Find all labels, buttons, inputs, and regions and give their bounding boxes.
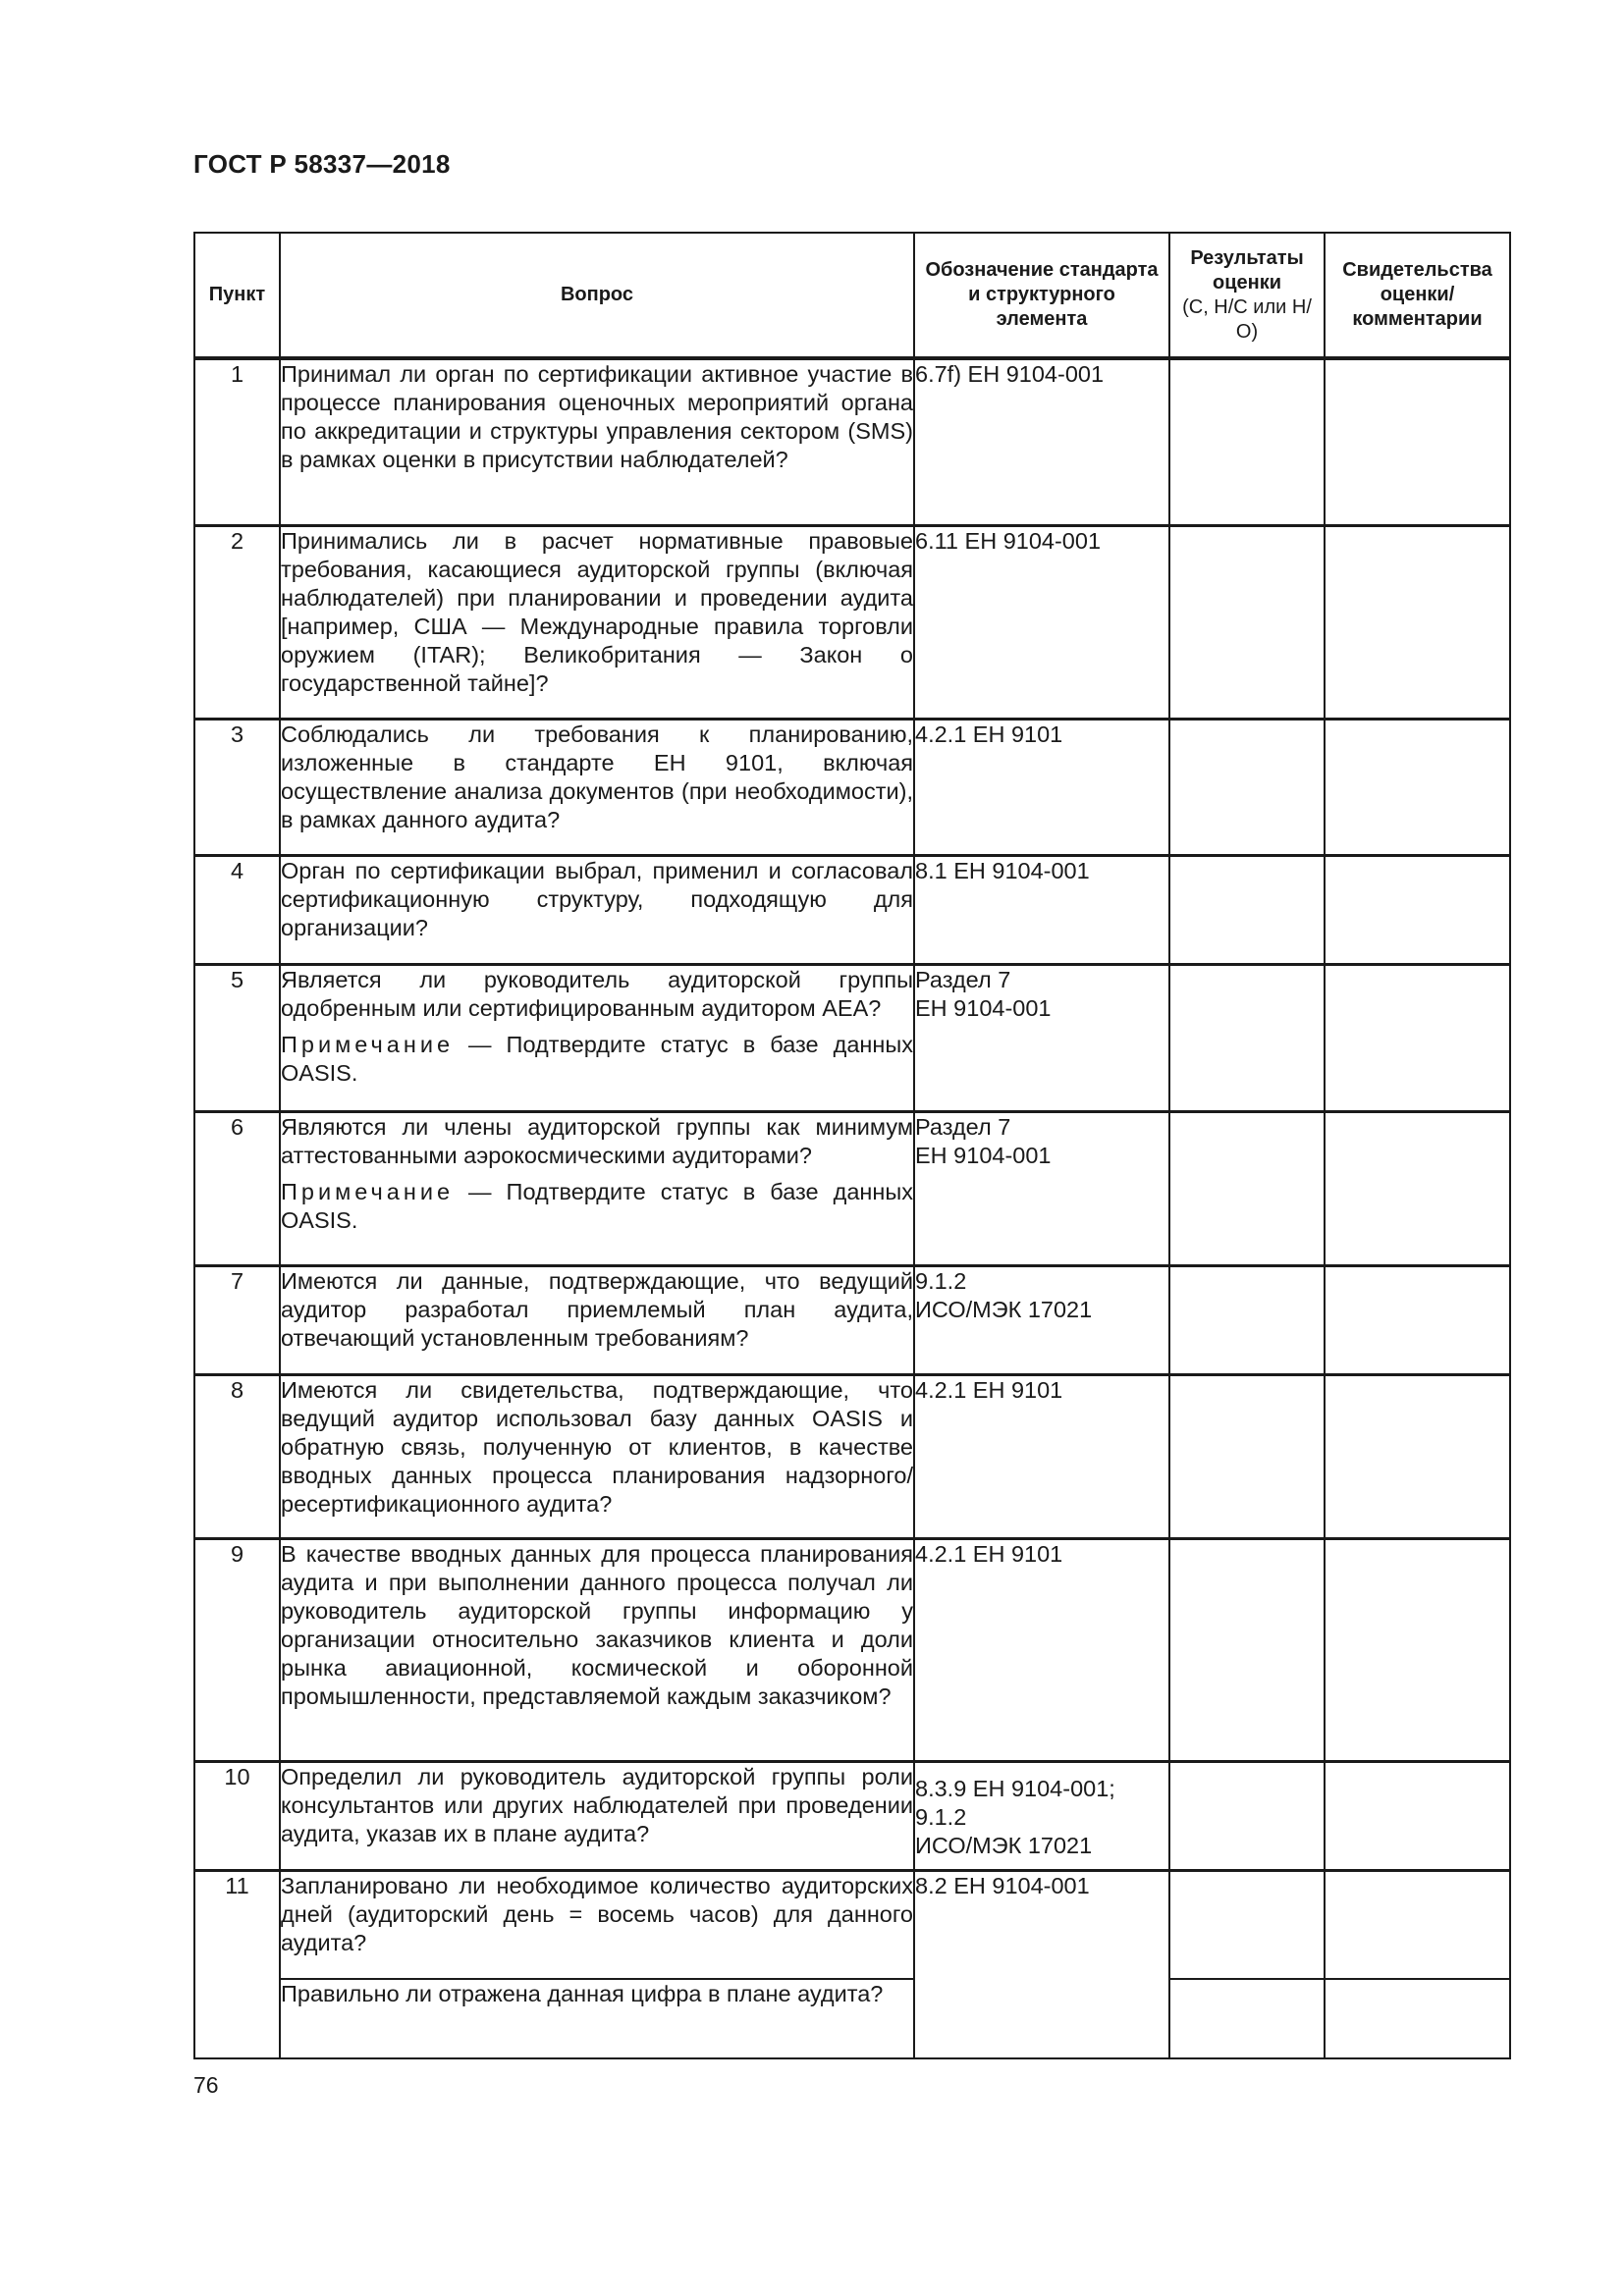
row-question: Являются ли члены аудиторской группы как минимум аттестованными аэрокосмическими аудиторами? Примечание — Подтвердите статус в базе данных OASIS. bbox=[280, 1111, 914, 1265]
row-note bbox=[281, 1178, 913, 1235]
row-result-cell bbox=[1169, 1979, 1325, 2058]
row-reference: Раздел 7 ЕН 9104-001 bbox=[914, 1111, 1169, 1265]
table-row bbox=[194, 1979, 1510, 2058]
table-row bbox=[194, 1538, 1510, 1761]
row-reference: 8.1 ЕН 9104-001 bbox=[914, 855, 1169, 964]
row-evidence-cell bbox=[1325, 525, 1510, 719]
table-row bbox=[194, 1265, 1510, 1374]
row-result-cell bbox=[1169, 719, 1325, 855]
row-question: Принимались ли в расчет нормативные правовые требования, касающиеся аудиторской группы (включая наблюдателей) при планировании и проведении аудита [например, США — Международные правила торговли оружием (ITAR); Великобритания — Закон о государственной тайне]? bbox=[280, 525, 914, 719]
header-item: Пункт bbox=[194, 233, 280, 358]
row-evidence-cell bbox=[1325, 1870, 1510, 1979]
row-evidence-cell bbox=[1325, 964, 1510, 1111]
row-result-cell bbox=[1169, 1761, 1325, 1870]
table-row bbox=[194, 358, 1510, 525]
row-result-cell bbox=[1169, 855, 1325, 964]
row-question: Запланировано ли необходимое количество аудиторских дней (аудиторский день = восемь часов) для данного аудита? bbox=[280, 1870, 914, 1979]
row-question: Соблюдались ли требования к планированию, изложенные в стандарте ЕН 9101, включая осуществление анализа документов (при необходимости), в рамках данного аудита? bbox=[280, 719, 914, 855]
note-text: — Подтвердите статус в базе данных OASIS. bbox=[281, 1178, 913, 1233]
row-question: Имеются ли данные, подтверждающие, что ведущий аудитор разработал приемлемый план аудита, отвечающий установленным требованиям? bbox=[280, 1265, 914, 1374]
note-label: Примечание bbox=[281, 1178, 455, 1204]
row-number: 7 bbox=[194, 1265, 280, 1374]
row-evidence-cell bbox=[1325, 855, 1510, 964]
row-question: Является ли руководитель аудиторской группы одобренным или сертифицированным аудитором AEA? Примечание — Подтвердите статус в базе данных OASIS. bbox=[280, 964, 914, 1111]
row-question: Имеются ли свидетельства, подтверждающие, что ведущий аудитор использовал базу данных OASIS и обратную связь, полученную от клиентов, в качестве вводных данных процесса планирования надзорного/ресертификационного аудита? bbox=[280, 1374, 914, 1538]
header-results-title: Результаты оценки bbox=[1190, 246, 1304, 294]
table-row bbox=[194, 1111, 1510, 1265]
row-question: Принимал ли орган по сертификации активное участие в процессе планирования оценочных мероприятий органа по аккредитации и структуры управления сектором (SMS) в рамках оценки в присутствии наблюдателей? bbox=[280, 358, 914, 525]
row-number: 6 bbox=[194, 1111, 280, 1265]
row-question: Определил ли руководитель аудиторской группы роли консультантов или других наблюдателей при проведении аудита, указав их в плане аудита? bbox=[280, 1761, 914, 1870]
row-question: Орган по сертификации выбрал, применил и согласовал сертификационную структуру, подходящую для организации? bbox=[280, 855, 914, 964]
table-row bbox=[194, 1761, 1510, 1870]
header-results bbox=[1169, 233, 1325, 358]
row-result-cell bbox=[1169, 1870, 1325, 1979]
table-row bbox=[194, 855, 1510, 964]
table-row bbox=[194, 719, 1510, 855]
header-evidence: Свидетельства оценки/ комментарии bbox=[1325, 233, 1510, 358]
row-evidence-cell bbox=[1325, 1374, 1510, 1538]
row-evidence-cell bbox=[1325, 1265, 1510, 1374]
row-evidence-cell bbox=[1325, 1538, 1510, 1761]
row-number: 4 bbox=[194, 855, 280, 964]
row-evidence-cell bbox=[1325, 719, 1510, 855]
row-result-cell bbox=[1169, 964, 1325, 1111]
row-number: 2 bbox=[194, 525, 280, 719]
row-result-cell bbox=[1169, 525, 1325, 719]
row-result-cell bbox=[1169, 1111, 1325, 1265]
row-reference: 4.2.1 ЕН 9101 bbox=[914, 719, 1169, 855]
row-reference: Раздел 7 ЕН 9104-001 bbox=[914, 964, 1169, 1111]
row-question: В качестве вводных данных для процесса планирования аудита и при выполнении данного процесса получал ли руководитель аудиторской группы информацию у организации относительно заказчиков клиента и доли рынка авиационной, космической и оборонной промышленности, представляемой каждым заказчиком? bbox=[280, 1538, 914, 1761]
row-reference: 6.7f) ЕН 9104-001 bbox=[914, 358, 1169, 525]
audit-checklist-table bbox=[193, 232, 1511, 2059]
row-evidence-cell bbox=[1325, 1761, 1510, 1870]
document-header: ГОСТ Р 58337—2018 bbox=[193, 149, 451, 179]
row-question-sub: Правильно ли отражена данная цифра в плане аудита? bbox=[280, 1979, 914, 2058]
row-note bbox=[281, 1031, 913, 1088]
row-number: 11 bbox=[194, 1870, 280, 2058]
row-result-cell bbox=[1169, 1265, 1325, 1374]
header-question: Вопрос bbox=[280, 233, 914, 358]
row-number: 10 bbox=[194, 1761, 280, 1870]
row-result-cell bbox=[1169, 1538, 1325, 1761]
page-number: 76 bbox=[193, 2072, 219, 2098]
row-reference: 8.2 ЕН 9104-001 bbox=[914, 1870, 1169, 2058]
note-text: — Подтвердите статус в базе данных OASIS. bbox=[281, 1031, 913, 1086]
row-reference: 6.11 ЕН 9104-001 bbox=[914, 525, 1169, 719]
table-row bbox=[194, 525, 1510, 719]
row-number: 3 bbox=[194, 719, 280, 855]
row-reference: 8.3.9 ЕН 9104-001; 9.1.2 ИСО/МЭК 17021 bbox=[914, 1761, 1169, 1870]
row-evidence-cell bbox=[1325, 358, 1510, 525]
table-header-row bbox=[194, 233, 1510, 358]
row-evidence-cell bbox=[1325, 1979, 1510, 2058]
header-designation: Обозначение стандарта и структурного элемента bbox=[914, 233, 1169, 358]
row-number: 1 bbox=[194, 358, 280, 525]
table-row bbox=[194, 1870, 1510, 1979]
row-reference: 4.2.1 ЕН 9101 bbox=[914, 1374, 1169, 1538]
row-number: 5 bbox=[194, 964, 280, 1111]
row-reference: 4.2.1 ЕН 9101 bbox=[914, 1538, 1169, 1761]
row-number: 8 bbox=[194, 1374, 280, 1538]
row-result-cell bbox=[1169, 358, 1325, 525]
row-number: 9 bbox=[194, 1538, 280, 1761]
table-row bbox=[194, 964, 1510, 1111]
table-row bbox=[194, 1374, 1510, 1538]
row-result-cell bbox=[1169, 1374, 1325, 1538]
row-reference: 9.1.2 ИСО/МЭК 17021 bbox=[914, 1265, 1169, 1374]
row-evidence-cell bbox=[1325, 1111, 1510, 1265]
header-results-sub: (С, Н/С или Н/О) bbox=[1182, 295, 1312, 343]
note-label: Примечание bbox=[281, 1031, 455, 1057]
